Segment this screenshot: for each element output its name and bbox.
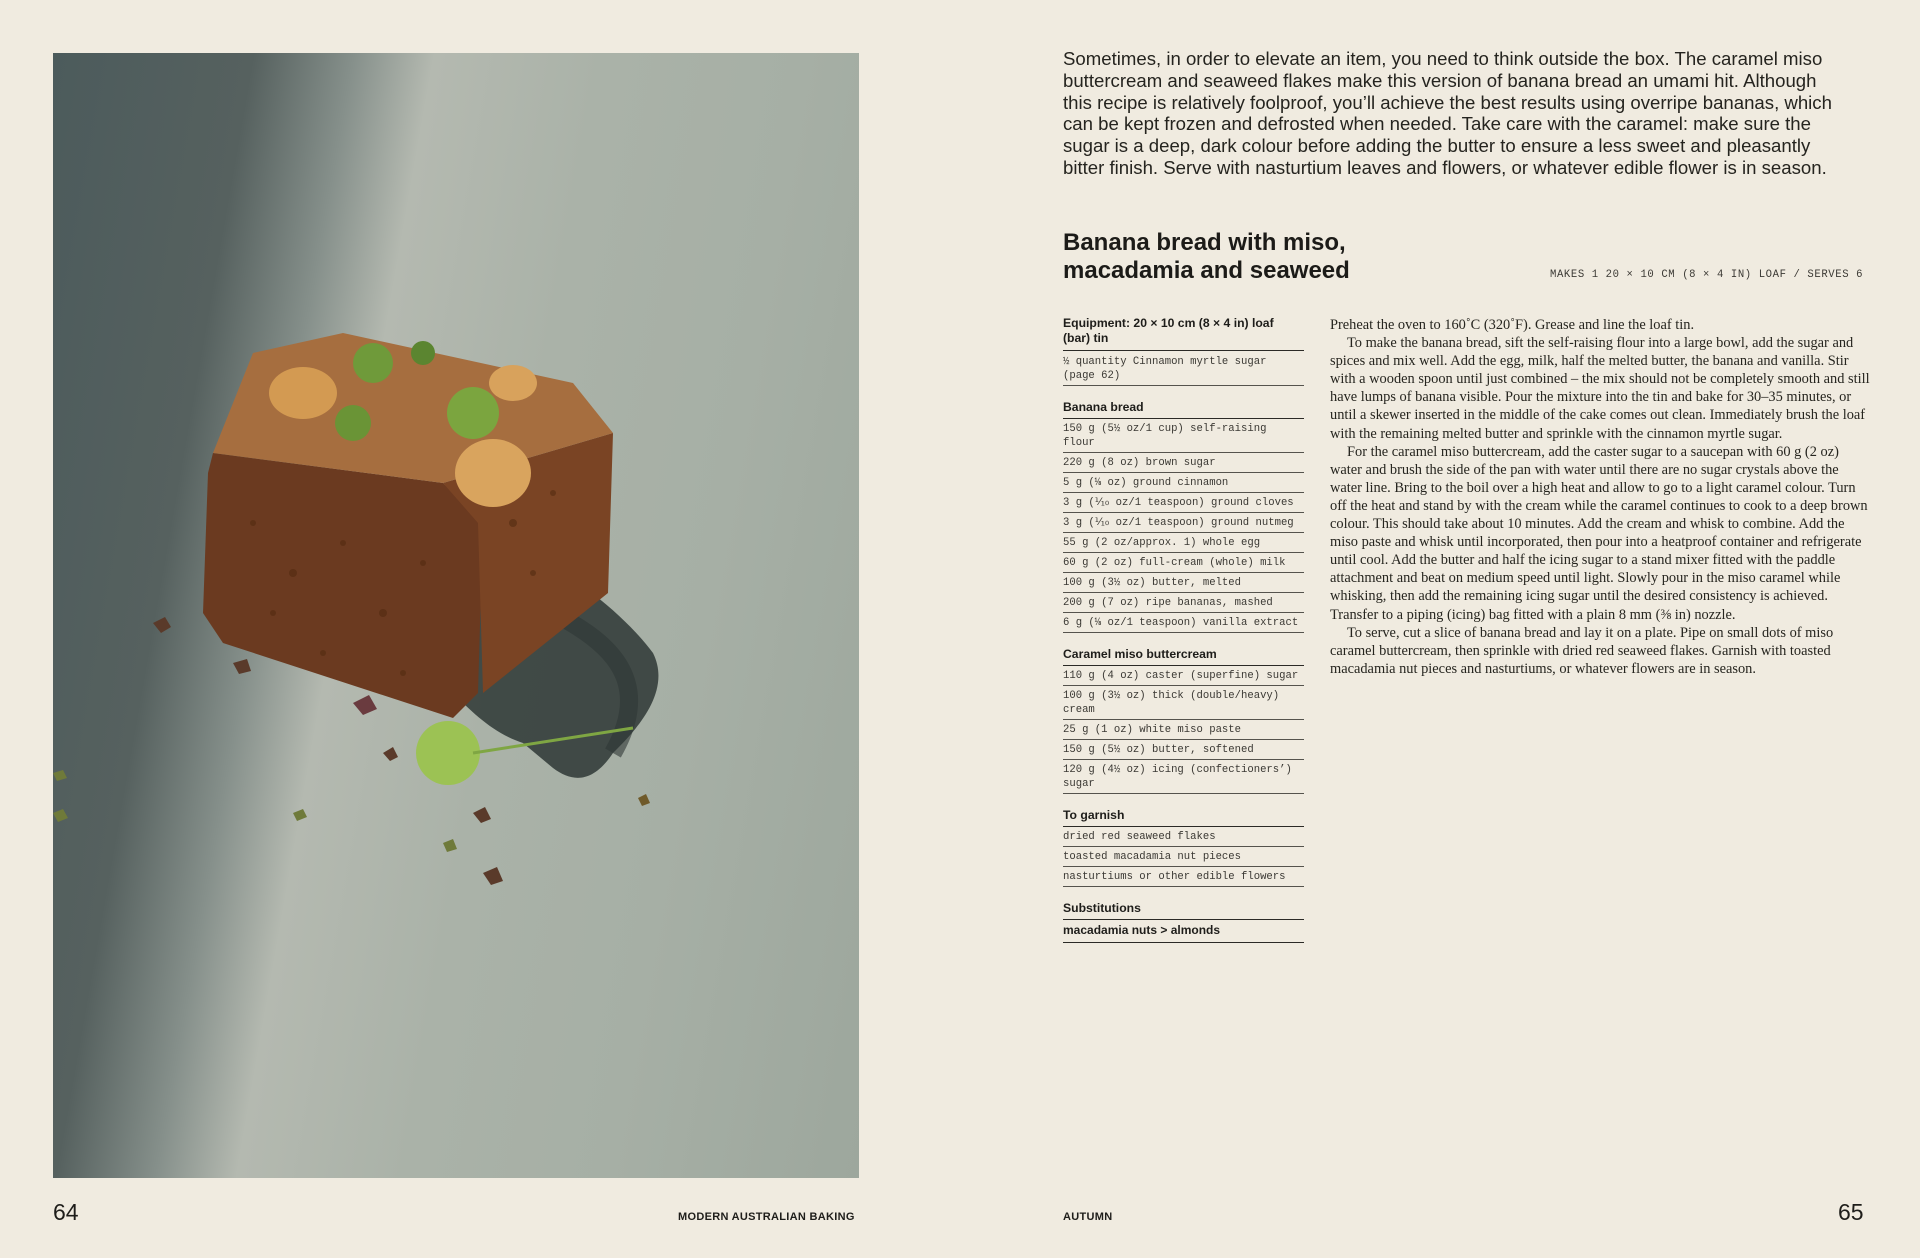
method-step: For the caramel miso buttercream, add the caster sugar to a saucepan with 60 g (2 oz) water and brush the side of the pan with water until there are no sugar crystals above the water line. Bring to the boil over a high heat and allow to go to a light caramel colour. Turn off the heat and stand by with the cream while the caramel continues to cook to a deep brown colour. This should take about 10 minutes. Add the cream and whisk to combine. Add the miso paste and whisk until incorporated, then pour into a heatproof container and refrigerate until cool. Add the butter and half the icing sugar to a stand mixer fitted with the paddle attachment and beat on medium speed until light. Slowly pour in the miso caramel while whisking, then add the remaining icing sugar until the desired consistency is achieved. Transfer to a piping (icing) bag fitted with a plain 8 mm (⅜ in) nozzle.	[1330, 443, 1868, 623]
ingredient-row: 55 g (2 oz/approx. 1) whole egg	[1063, 533, 1304, 553]
ingredients-column	[1063, 316, 1304, 943]
ingredient-group-caramel-miso-buttercream	[1063, 647, 1304, 794]
ingredient-group-to-garnish	[1063, 808, 1304, 887]
ingredient-row: 100 g (3½ oz) butter, melted	[1063, 573, 1304, 593]
intro-paragraph: Sometimes, in order to elevate an item, you need to think outside the box. The caramel miso buttercream and seaweed flakes make this version of banana bread an umami hit. Although this recipe is relatively foolproof, you’ll achieve the best results using overripe bananas, which can be kept frozen and defrosted when needed. Take care with the caramel: make sure the sugar is a deep, dark colour before adding the butter to ensure a less sweet and pleasantly bitter finish. Serve with nasturtium leaves and flowers, or whatever edible flower is in season.	[1063, 48, 1832, 178]
substitutions-section	[1063, 901, 1304, 943]
ingredient-row: 150 g (5½ oz/1 cup) self-raising flour	[1063, 419, 1304, 453]
page-number-left: 64	[53, 1199, 79, 1225]
ingredient-row: 220 g (8 oz) brown sugar	[1063, 453, 1304, 473]
substitutions-heading: Substitutions	[1063, 901, 1304, 920]
right-page	[960, 0, 1920, 1258]
page-number-right: 65	[1838, 1199, 1864, 1225]
ingredient-row: nasturtiums or other edible flowers	[1063, 867, 1304, 887]
recipe-title-line2: macadamia and seaweed	[1063, 257, 1350, 284]
method-column	[1330, 316, 1870, 678]
method-step: To serve, cut a slice of banana bread and lay it on a plate. Pipe on small dots of miso caramel buttercream, then sprinkle with dried red seaweed flakes. Garnish with toasted macadamia nut pieces and nasturtiums, or whatever flowers are in season.	[1330, 624, 1834, 677]
recipe-title-line1: Banana bread with miso,	[1063, 229, 1346, 256]
photo-illustration	[53, 53, 859, 1178]
banana-bread-photo	[53, 53, 859, 1178]
method-step: Preheat the oven to 160˚C (320˚F). Grease and line the loaf tin.	[1330, 317, 1695, 333]
method-step: To make the banana bread, sift the self-raising flour into a large bowl, add the sugar and spices and mix well. Add the egg, milk, half the melted butter, the banana and vanilla. Stir with a wooden spoon until just combined – the mix should not be completely smooth and still have lumps of banana visible. Pour the mixture into the tin and bake for 30–35 minutes, or until a skewer inserted in the middle of the cake comes out clean. Immediately brush the loaf with the remaining melted butter and sprinkle with the cinnamon myrtle sugar.	[1330, 335, 1870, 442]
ingredient-row: 200 g (7 oz) ripe bananas, mashed	[1063, 593, 1304, 613]
ingredient-group-heading: Caramel miso buttercream	[1063, 647, 1304, 666]
ingredient-row: dried red seaweed flakes	[1063, 827, 1304, 847]
ingredient-row: 3 g (⅒ oz/1 teaspoon) ground nutmeg	[1063, 513, 1304, 533]
substitution-row: macadamia nuts > almonds	[1063, 920, 1304, 943]
ingredient-row: 6 g (⅛ oz/1 teaspoon) vanilla extract	[1063, 613, 1304, 633]
ingredient-row: ½ quantity Cinnamon myrtle sugar (page 62)	[1063, 351, 1304, 386]
ingredient-row: 150 g (5½ oz) butter, softened	[1063, 740, 1304, 760]
ingredient-row: 5 g (⅛ oz) ground cinnamon	[1063, 473, 1304, 493]
running-head-left: MODERN AUSTRALIAN BAKING	[678, 1211, 855, 1223]
equipment-note: Equipment: 20 × 10 cm (8 × 4 in) loaf (bar) tin	[1063, 316, 1304, 351]
ingredient-row: toasted macadamia nut pieces	[1063, 847, 1304, 867]
ingredient-row: 25 g (1 oz) white miso paste	[1063, 720, 1304, 740]
ingredient-group-heading: To garnish	[1063, 808, 1304, 827]
ingredient-row: 110 g (4 oz) caster (superfine) sugar	[1063, 666, 1304, 686]
ingredient-row: 100 g (3½ oz) thick (double/heavy) cream	[1063, 686, 1304, 720]
ingredient-row: 120 g (4½ oz) icing (confectioners’) sugar	[1063, 760, 1304, 794]
ingredient-group-heading: Banana bread	[1063, 400, 1304, 419]
ingredient-group-banana-bread	[1063, 400, 1304, 633]
yield-info: MAKES 1 20 × 10 CM (8 × 4 IN) LOAF / SERVES 6	[1550, 269, 1864, 281]
ingredient-row: 60 g (2 oz) full-cream (whole) milk	[1063, 553, 1304, 573]
recipe-title	[1063, 229, 1483, 285]
ingredient-row: 3 g (⅒ oz/1 teaspoon) ground cloves	[1063, 493, 1304, 513]
running-head-right: AUTUMN	[1063, 1211, 1113, 1223]
